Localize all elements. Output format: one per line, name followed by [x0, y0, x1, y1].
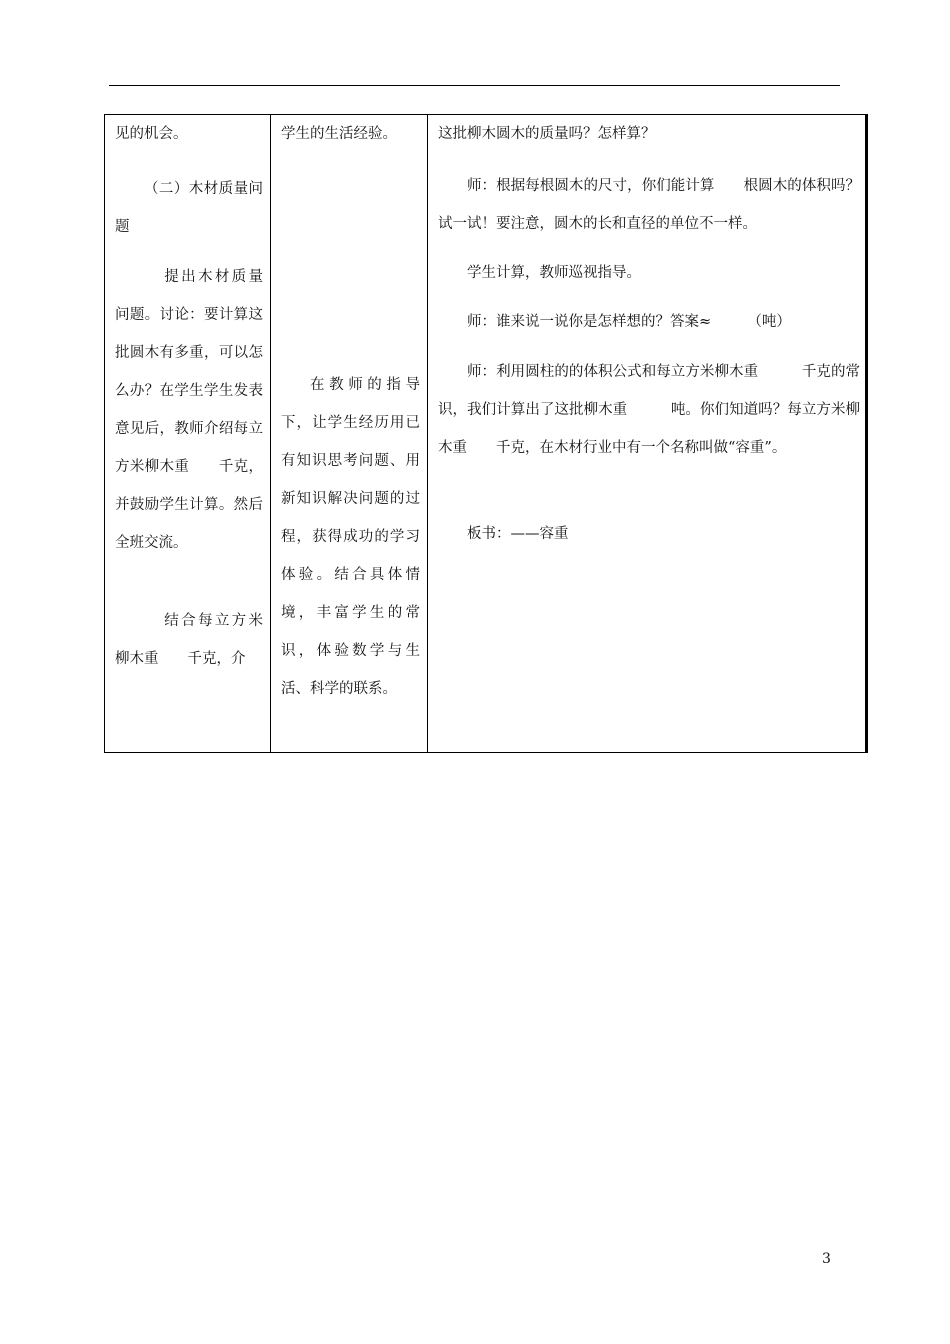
col2-paragraph-1: 学生的生活经验。 [281, 126, 397, 142]
col2-paragraph-2: 在教师的指导下，让学生经历用已有知识思考问题、用新知识解决问题的过程，获得成功的学习体验。结合具体情境，丰富学生的常识，体验数学与生活、科学的联系。 [281, 377, 420, 697]
page-number: 3 [822, 1251, 831, 1267]
column-teaching-process [105, 115, 271, 752]
col3-paragraph-5: 师：利用圆柱的的体积公式和每立方米柳木重 千克的常识，我们计算出了这批柳木重 吨。你们知道吗？每立方米柳木重 千克，在木材行业中有一个名称叫做“容重”。 [438, 364, 860, 456]
column-design-intent [271, 115, 428, 752]
col1-paragraph-1: 见的机会。 [115, 126, 188, 142]
lesson-plan-table [104, 114, 868, 753]
col1-paragraph-3: 提出木材质量问题。讨论：要计算这批圆木有多重，可以怎么办？在学生学生发表意见后，教师介绍每立方米柳木重 千克，并鼓励学生计算。然后全班交流。 [115, 269, 263, 551]
col3-paragraph-2: 师：根据每根圆木的尺寸，你们能计算 根圆木的体积吗？试一试！要注意，圆木的长和直径的单位不一样。 [438, 178, 860, 232]
col3-paragraph-3: 学生计算，教师巡视指导。 [467, 265, 641, 281]
section-heading-wood-mass: （二）木材质量问题 [115, 181, 263, 235]
col3-paragraph-1: 这批柳木圆木的质量吗？怎样算？ [438, 126, 656, 142]
col3-paragraph-4: 师：谁来说一说你是怎样想的？答案≈ （吨） [467, 314, 791, 330]
col3-blackboard-note: 板书：——容重 [467, 526, 569, 542]
col1-paragraph-4: 结合每立方米柳木重 千克，介 [115, 613, 263, 667]
column-classroom-dialogue [428, 115, 865, 752]
header-rule [109, 85, 840, 86]
